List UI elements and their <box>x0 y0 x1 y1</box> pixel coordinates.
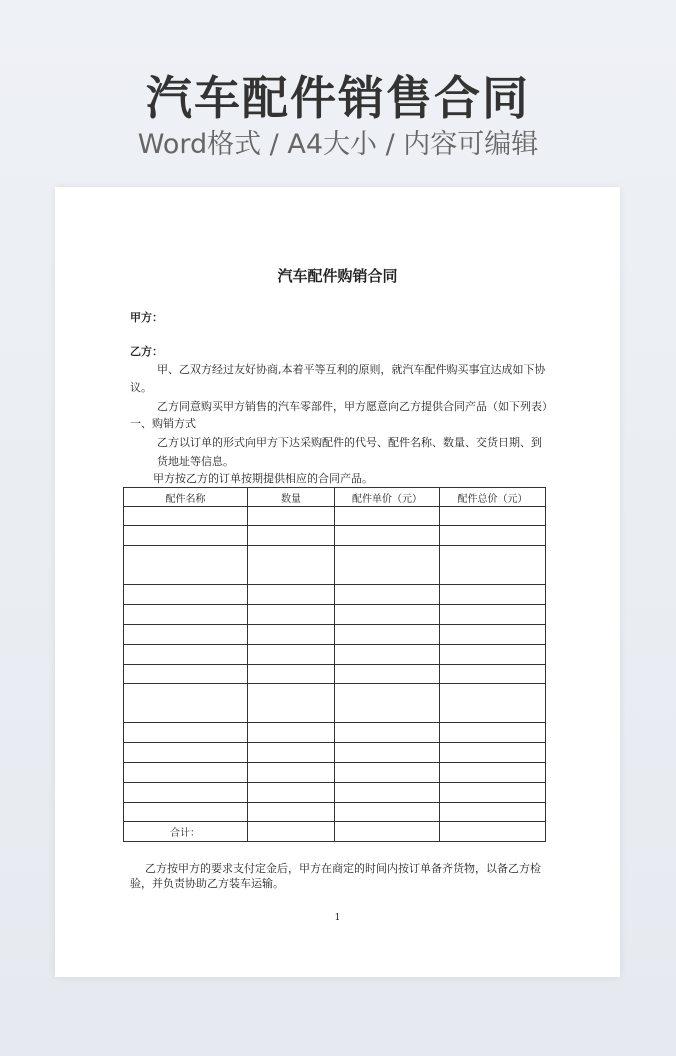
party-b-label: 乙方： <box>130 345 163 358</box>
document-title: 汽车配件购销合同 <box>277 267 398 285</box>
paragraph-order-line1: 乙方以订单的形式向甲方下达采购配件的代号、配件名称、数量、交货日期、到 <box>157 436 542 449</box>
table-row <box>124 803 546 822</box>
paragraph-deposit-line2: 验，并负责协助乙方装车运输。 <box>130 877 284 890</box>
table-row <box>124 723 546 743</box>
table-row <box>124 684 546 723</box>
table-header-row <box>124 488 546 507</box>
table-row <box>124 625 546 645</box>
table-row <box>124 783 546 803</box>
paragraph-intro-line2: 议。 <box>130 381 152 394</box>
table-row <box>124 546 546 585</box>
party-a-label: 甲方： <box>130 311 163 324</box>
table-header-cell: 配件名称 <box>124 488 248 507</box>
table-total-label: 合计： <box>124 822 248 842</box>
table-header-cell: 数量 <box>248 488 335 507</box>
table-total-row <box>124 822 546 842</box>
paragraph-deposit-line1: 乙方按甲方的要求支付定金后，甲方在商定的时间内按订单备齐货物，以备乙方检 <box>145 862 541 875</box>
table-row <box>124 526 546 546</box>
parts-table <box>123 487 546 842</box>
table-row <box>124 507 546 526</box>
paragraph-purchase: 乙方同意购买甲方销售的汽车零部件，甲方愿意向乙方提供合同产品（如下列表） <box>157 400 553 413</box>
page-subtitle: Word格式 / A4大小 / 内容可编辑 <box>137 129 539 160</box>
table-header-cell: 配件总价（元） <box>440 488 546 507</box>
section-heading-purchase-method: 一、购销方式 <box>130 417 196 430</box>
document-page <box>55 187 620 977</box>
paragraph-delivery: 甲方按乙方的订单按期提供相应的合同产品。 <box>153 472 373 485</box>
table-row <box>124 585 546 605</box>
table-row <box>124 605 546 625</box>
table-row <box>124 645 546 665</box>
page-number: 1 <box>334 913 341 923</box>
paragraph-intro-line1: 甲、乙双方经过友好协商,本着平等互利的原则，就汽车配件购买事宜达成如下协 <box>157 363 546 376</box>
paragraph-order-line2: 货地址等信息。 <box>157 455 234 468</box>
table-header-cell: 配件单价（元） <box>335 488 440 507</box>
table-row <box>124 665 546 684</box>
table-row <box>124 763 546 783</box>
page-title: 汽车配件销售合同 <box>146 71 530 125</box>
table-row <box>124 743 546 763</box>
